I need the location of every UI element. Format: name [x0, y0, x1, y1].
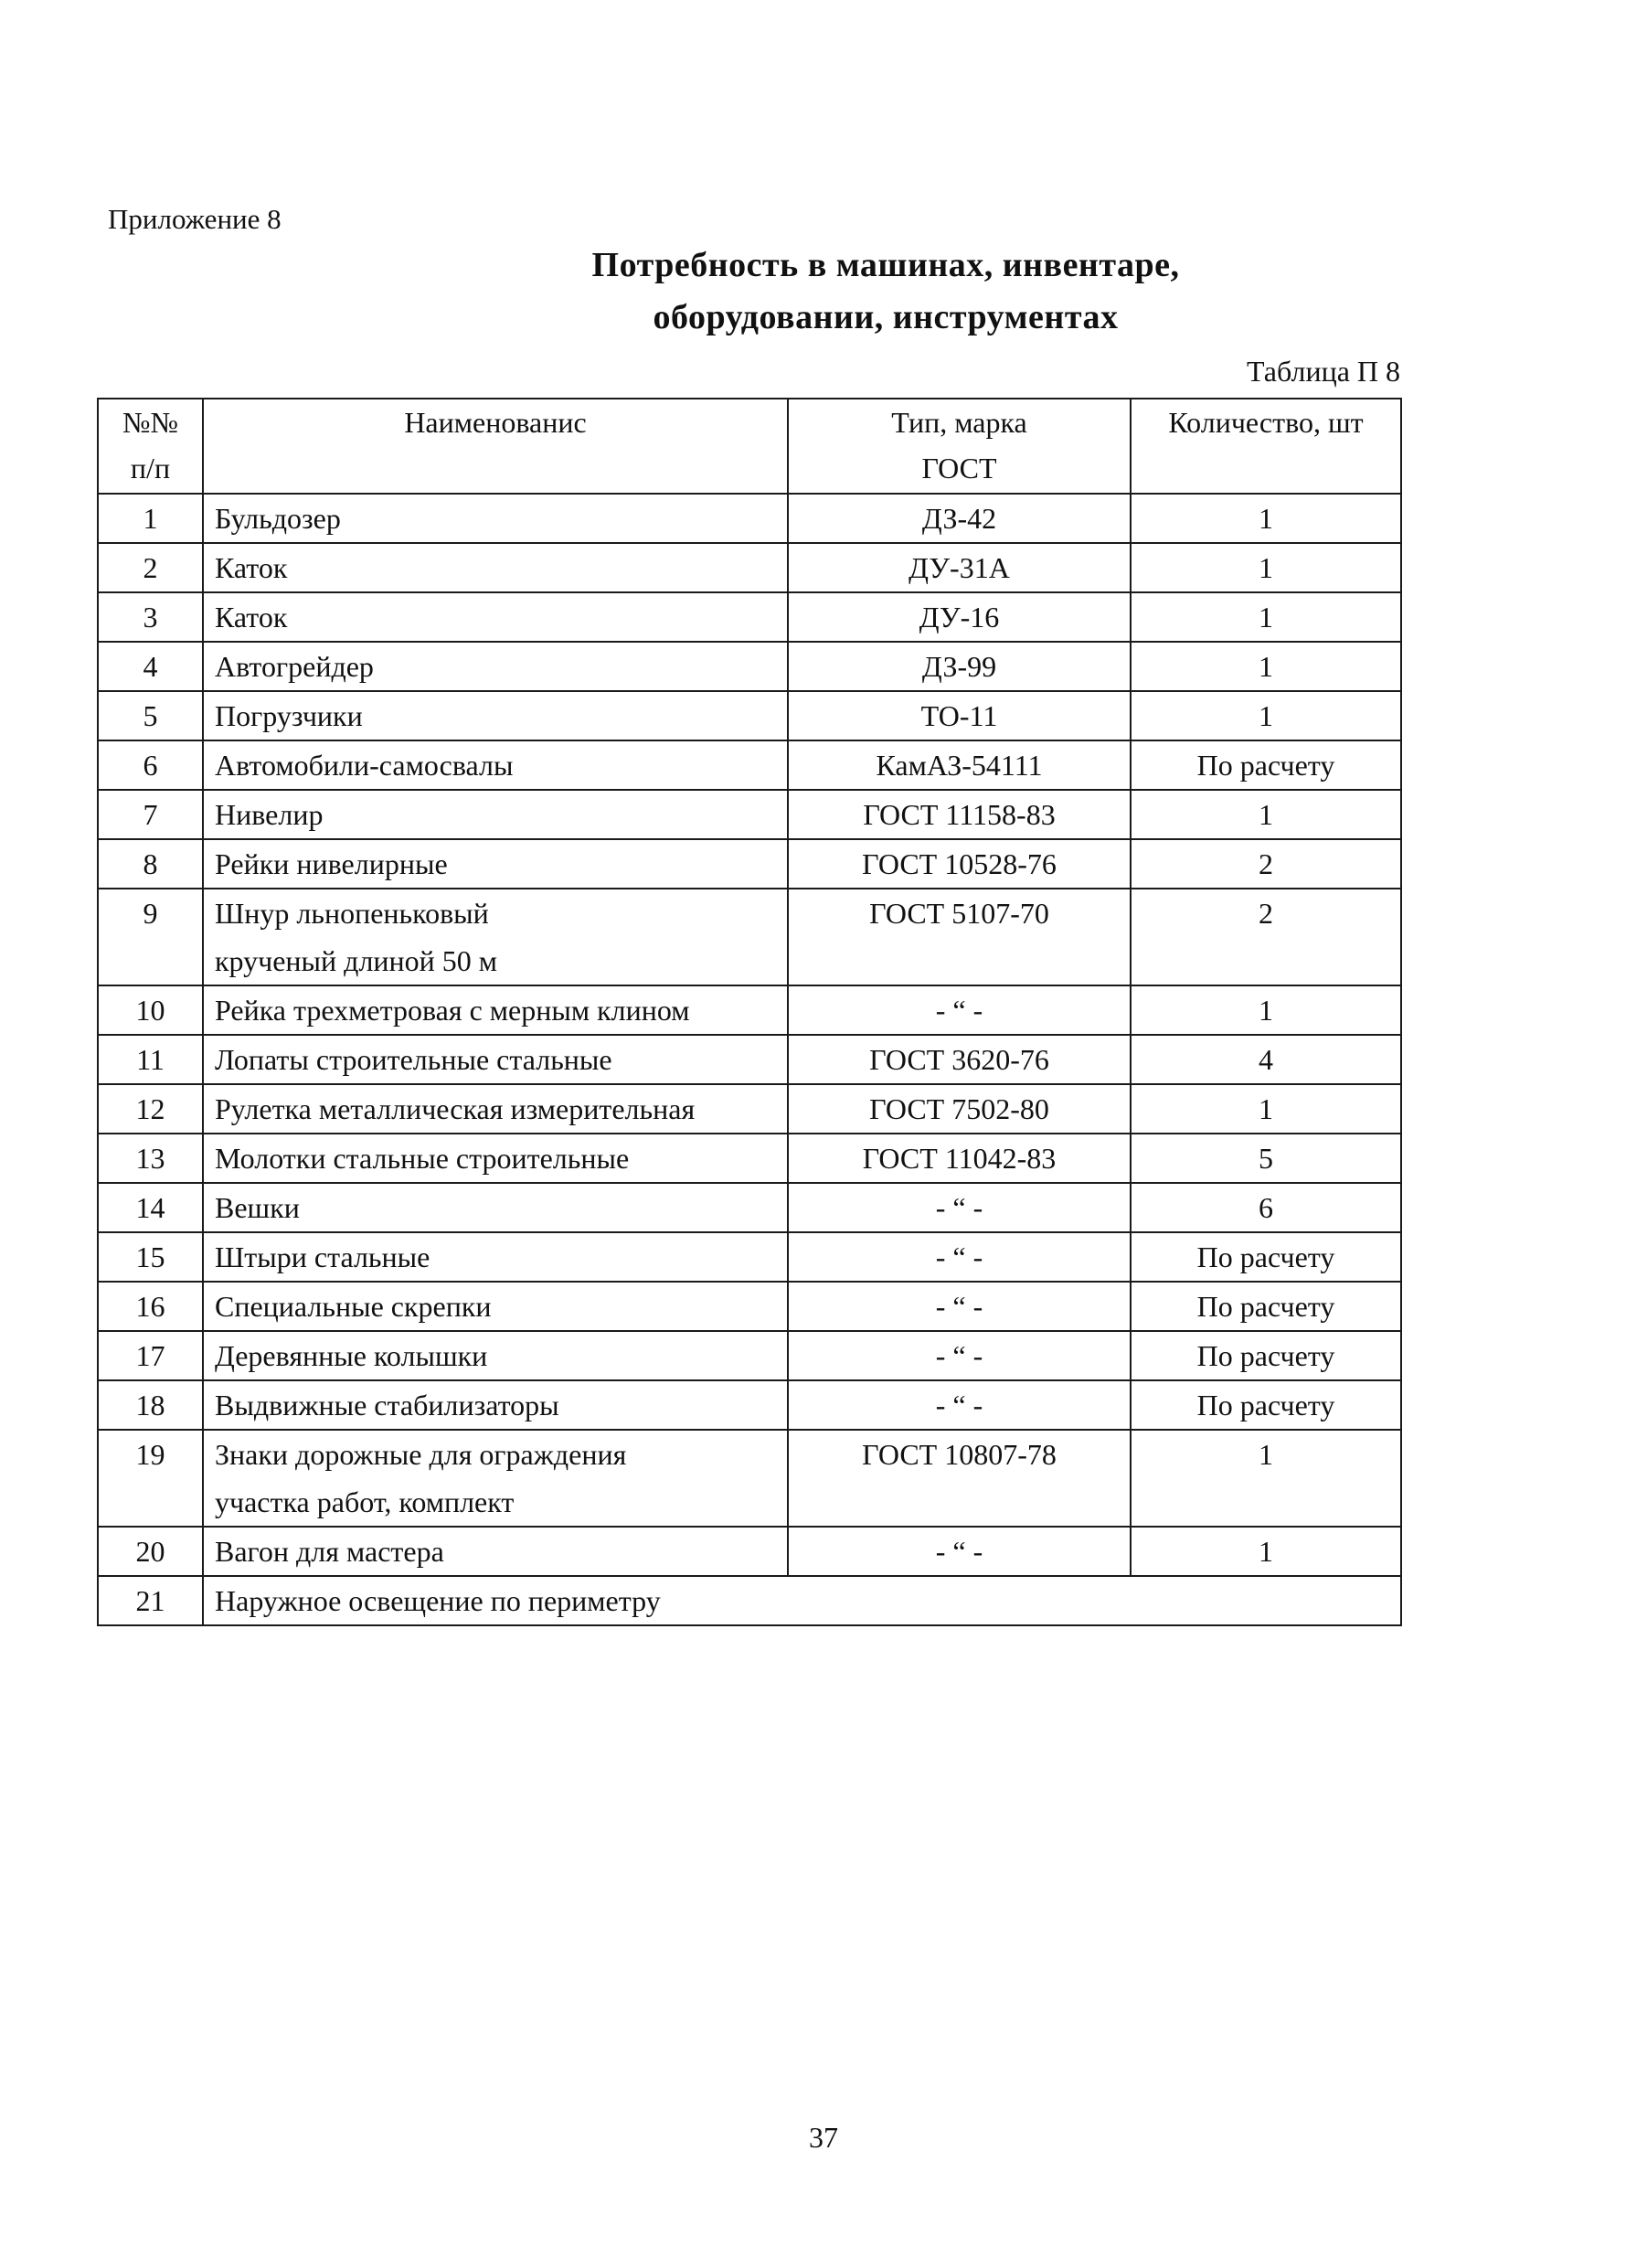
row-quantity: 1	[1131, 790, 1401, 839]
row-name: Погрузчики	[203, 691, 788, 740]
row-type: КамАЗ-54111	[788, 740, 1131, 790]
table-row	[98, 1430, 1401, 1527]
table-row	[98, 691, 1401, 740]
table-row	[98, 543, 1401, 592]
row-name: Рулетка металлическая измерительная	[203, 1084, 788, 1134]
row-quantity: 4	[1131, 1035, 1401, 1084]
row-name	[203, 1430, 788, 1527]
row-type: ДЗ-42	[788, 494, 1131, 543]
row-type: ДЗ-99	[788, 642, 1131, 691]
row-number: 6	[98, 740, 203, 790]
table-row	[98, 1527, 1401, 1576]
appendix-label: Приложение 8	[108, 203, 282, 235]
row-quantity: 1	[1131, 543, 1401, 592]
row-name-line2: крученый длиной 50 м	[215, 944, 498, 977]
column-header-name: Наименованис	[203, 399, 788, 494]
row-type: - “ -	[788, 1331, 1131, 1380]
row-quantity: 6	[1131, 1183, 1401, 1232]
table-row	[98, 1576, 1401, 1625]
row-number: 4	[98, 642, 203, 691]
table-row	[98, 839, 1401, 889]
row-name: Молотки стальные строительные	[203, 1134, 788, 1183]
document-title-line-1: Потребность в машинах, инвентаре,	[591, 246, 1180, 284]
table-row	[98, 494, 1401, 543]
row-type: - “ -	[788, 985, 1131, 1035]
row-type: - “ -	[788, 1232, 1131, 1282]
column-header-quantity: Количество, шт	[1131, 399, 1401, 494]
table-header-row	[98, 399, 1401, 494]
row-number: 8	[98, 839, 203, 889]
row-quantity: 2	[1131, 889, 1401, 985]
table-row	[98, 740, 1401, 790]
row-number: 9	[98, 889, 203, 985]
row-name: Каток	[203, 592, 788, 642]
row-number: 15	[98, 1232, 203, 1282]
row-quantity: 5	[1131, 1134, 1401, 1183]
row-number: 18	[98, 1380, 203, 1430]
row-number: 17	[98, 1331, 203, 1380]
row-type: ГОСТ 3620-76	[788, 1035, 1131, 1084]
column-header-type-line2: ГОСТ	[921, 452, 997, 484]
row-type: ДУ-31А	[788, 543, 1131, 592]
row-number: 2	[98, 543, 203, 592]
row-name: Выдвижные стабилизаторы	[203, 1380, 788, 1430]
table-row	[98, 1380, 1401, 1430]
row-number: 14	[98, 1183, 203, 1232]
row-name-line1: Шнур льнопеньковый	[215, 897, 489, 930]
table-row	[98, 1035, 1401, 1084]
row-type: ТО-11	[788, 691, 1131, 740]
row-name: Деревянные колышки	[203, 1331, 788, 1380]
row-name: Нивелир	[203, 790, 788, 839]
row-number: 12	[98, 1084, 203, 1134]
row-quantity: 1	[1131, 592, 1401, 642]
row-number: 11	[98, 1035, 203, 1084]
row-name: Лопаты строительные стальные	[203, 1035, 788, 1084]
page-number: 37	[809, 2121, 838, 2154]
table-row	[98, 1134, 1401, 1183]
row-name-line2: участка работ, комплект	[215, 1485, 515, 1518]
row-quantity: 1	[1131, 985, 1401, 1035]
row-name: Бульдозер	[203, 494, 788, 543]
table-label: Таблица П 8	[1247, 355, 1400, 388]
row-number: 20	[98, 1527, 203, 1576]
equipment-table	[97, 398, 1402, 1626]
row-type: ГОСТ 11042-83	[788, 1134, 1131, 1183]
row-type: - “ -	[788, 1380, 1131, 1430]
table-row	[98, 1331, 1401, 1380]
row-name: Вагон для мастера	[203, 1527, 788, 1576]
row-type: ГОСТ 11158-83	[788, 790, 1131, 839]
row-quantity: 1	[1131, 642, 1401, 691]
row-quantity: По расчету	[1131, 1232, 1401, 1282]
table-row	[98, 1183, 1401, 1232]
row-type: ГОСТ 5107-70	[788, 889, 1131, 985]
row-number: 13	[98, 1134, 203, 1183]
table-row	[98, 1084, 1401, 1134]
row-number: 10	[98, 985, 203, 1035]
row-type: ГОСТ 10528-76	[788, 839, 1131, 889]
row-number: 5	[98, 691, 203, 740]
column-header-type	[788, 399, 1131, 494]
row-type: ГОСТ 7502-80	[788, 1084, 1131, 1134]
table-row	[98, 790, 1401, 839]
table-row	[98, 985, 1401, 1035]
column-header-number-line2: п/п	[130, 452, 171, 484]
row-name: Автомобили-самосвалы	[203, 740, 788, 790]
row-name-line1: Знаки дорожные для ограждения	[215, 1438, 627, 1471]
table-row	[98, 889, 1401, 985]
row-name: Автогрейдер	[203, 642, 788, 691]
row-quantity: 2	[1131, 839, 1401, 889]
row-quantity: По расчету	[1131, 1282, 1401, 1331]
row-number: 3	[98, 592, 203, 642]
row-quantity: 1	[1131, 691, 1401, 740]
row-name: Специальные скрепки	[203, 1282, 788, 1331]
table-row	[98, 592, 1401, 642]
row-quantity: 1	[1131, 1527, 1401, 1576]
row-number: 1	[98, 494, 203, 543]
row-type: ДУ-16	[788, 592, 1131, 642]
row-name	[203, 889, 788, 985]
row-quantity: По расчету	[1131, 1331, 1401, 1380]
row-type: - “ -	[788, 1282, 1131, 1331]
row-number: 19	[98, 1430, 203, 1527]
row-quantity: По расчету	[1131, 740, 1401, 790]
document-title-line-2: оборудовании, инструментах	[653, 298, 1119, 336]
row-type: - “ -	[788, 1183, 1131, 1232]
row-number: 7	[98, 790, 203, 839]
table-row	[98, 1282, 1401, 1331]
row-name: Рейки нивелирные	[203, 839, 788, 889]
row-quantity: 1	[1131, 494, 1401, 543]
row-quantity: 1	[1131, 1430, 1401, 1527]
column-header-type-line1: Тип, марка	[891, 406, 1027, 439]
table-row	[98, 642, 1401, 691]
table-row	[98, 1232, 1401, 1282]
row-name: Вешки	[203, 1183, 788, 1232]
row-number: 16	[98, 1282, 203, 1331]
row-name: Каток	[203, 543, 788, 592]
column-header-number	[98, 399, 203, 494]
row-name: Рейка трехметровая с мерным клином	[203, 985, 788, 1035]
row-quantity: 1	[1131, 1084, 1401, 1134]
row-type: - “ -	[788, 1527, 1131, 1576]
row-number: 21	[98, 1576, 203, 1625]
row-name: Штыри стальные	[203, 1232, 788, 1282]
column-header-number-line1: №№	[122, 406, 179, 439]
row-type: ГОСТ 10807-78	[788, 1430, 1131, 1527]
row-quantity: По расчету	[1131, 1380, 1401, 1430]
row-name: Наружное освещение по периметру	[203, 1576, 1401, 1625]
